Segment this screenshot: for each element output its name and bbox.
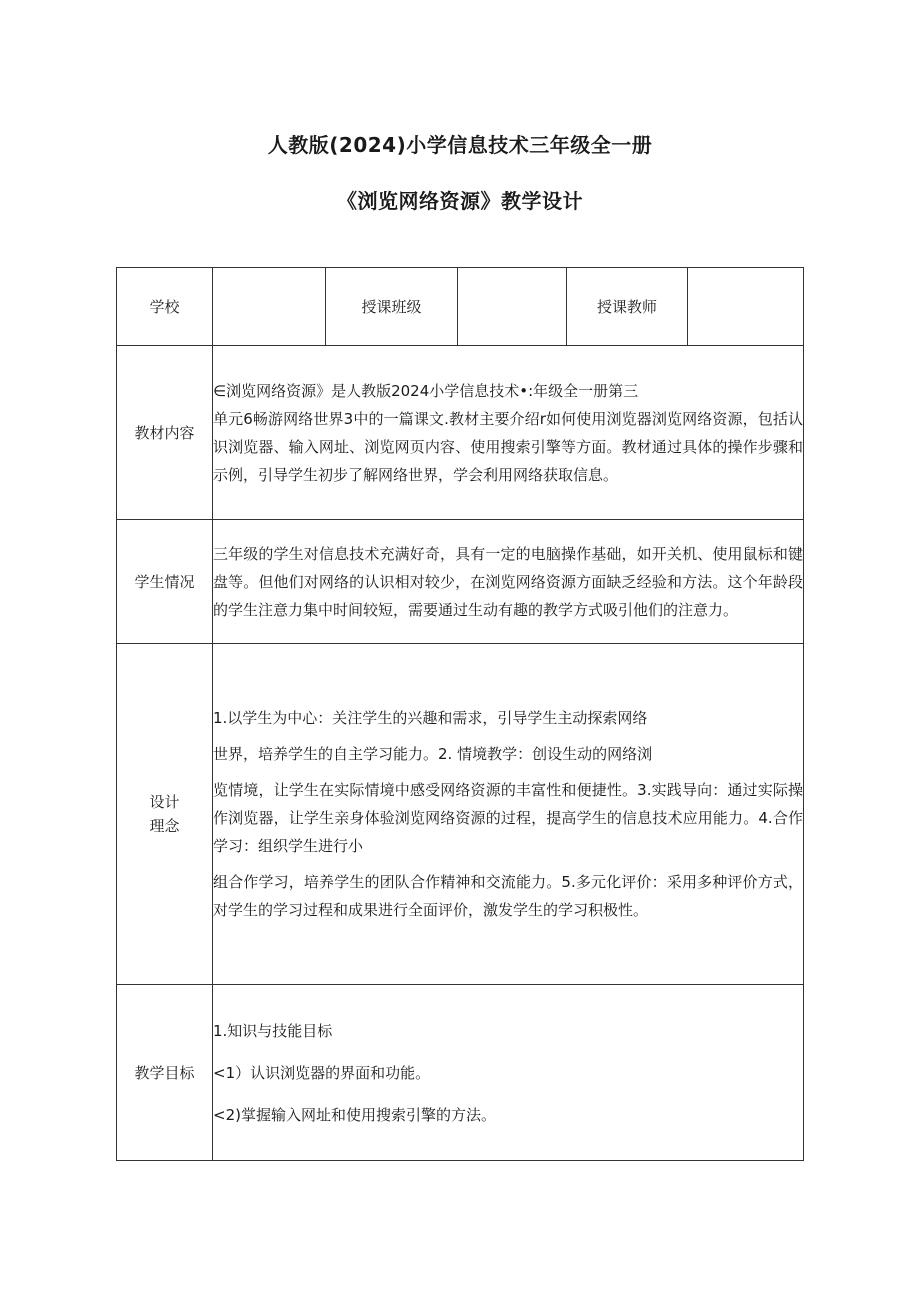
design-label-line-2: 理念: [149, 817, 180, 835]
design-content: [213, 644, 804, 985]
design-paragraph-2: 世界，培养学生的自主学习能力。2. 情境教学：创设生动的网络浏: [213, 745, 653, 763]
design-label: [117, 644, 213, 985]
textbook-label: 教材内容: [117, 346, 213, 520]
lesson-plan-table: [116, 267, 804, 1161]
design-label-line-1: 设计: [149, 793, 180, 811]
table-row-goals: [117, 985, 804, 1161]
textbook-line-1: ∈浏览网络资源》是人教版2024小学信息技术•:年级全一册第三: [213, 381, 639, 400]
design-paragraph-1: 1.以学生为中心：关注学生的兴趣和需求，引导学生主动探索网络: [213, 709, 648, 727]
class-label: 授课班级: [326, 268, 458, 346]
table-row-textbook: [117, 346, 804, 520]
students-content: [213, 520, 804, 644]
table-row-design: [117, 644, 804, 985]
design-paragraph-3: 览情境，让学生在实际情境中感受网络资源的丰富性和便捷性。3.实践导向：通过实际操作浏览器，让学生亲身体验浏览网络资源的过程，提高学生的信息技术应用能力。4.合作学习：组织学生进行小: [213, 781, 803, 855]
goals-line-1: 1.知识与技能目标: [213, 1021, 333, 1040]
school-label: 学校: [117, 268, 213, 346]
table-row-students: [117, 520, 804, 644]
table-row-header: [117, 268, 804, 346]
goals-line-2: <1）认识浏览器的界面和功能。: [213, 1063, 431, 1082]
teacher-value: [688, 268, 804, 346]
goals-content: [213, 985, 804, 1161]
class-value: [458, 268, 567, 346]
goals-line-3: <2)掌握输入网址和使用搜索引擎的方法。: [213, 1105, 496, 1124]
school-value: [213, 268, 326, 346]
teacher-label: 授课教师: [567, 268, 688, 346]
students-text: 三年级的学生对信息技术充满好奇，具有一定的电脑操作基础，如开关机、使用鼠标和键盘等。但他们对网络的认识相对较少，在浏览网络资源方面缺乏经验和方法。这个年龄段的学生注意力集中时间较短，需要通过生动有趣的教学方式吸引他们的注意力。: [213, 544, 803, 619]
document-title: 人教版(2024)小学信息技术三年级全一册: [267, 133, 653, 157]
document-subtitle: 《浏览网络资源》教学设计: [337, 189, 583, 213]
goals-label: 教学目标: [117, 985, 213, 1161]
students-label: 学生情况: [117, 520, 213, 644]
design-paragraph-4: 组合作学习，培养学生的团队合作精神和交流能力。5.多元化评价：采用多种评价方式，对学生的学习过程和成果进行全面评价，激发学生的学习积极性。: [213, 873, 803, 919]
textbook-line-2: 单元6畅游网络世界3中的一篇课文.教材主要介绍r如何使用浏览器浏览网络资源，包括认识浏览器、输入网址、浏览网页内容、使用搜索引擎等方面。教材通过具体的操作步骤和示例，引导学生初步了解网络世界，学会利用网络获取信息。: [213, 409, 803, 484]
textbook-content: [213, 346, 804, 520]
